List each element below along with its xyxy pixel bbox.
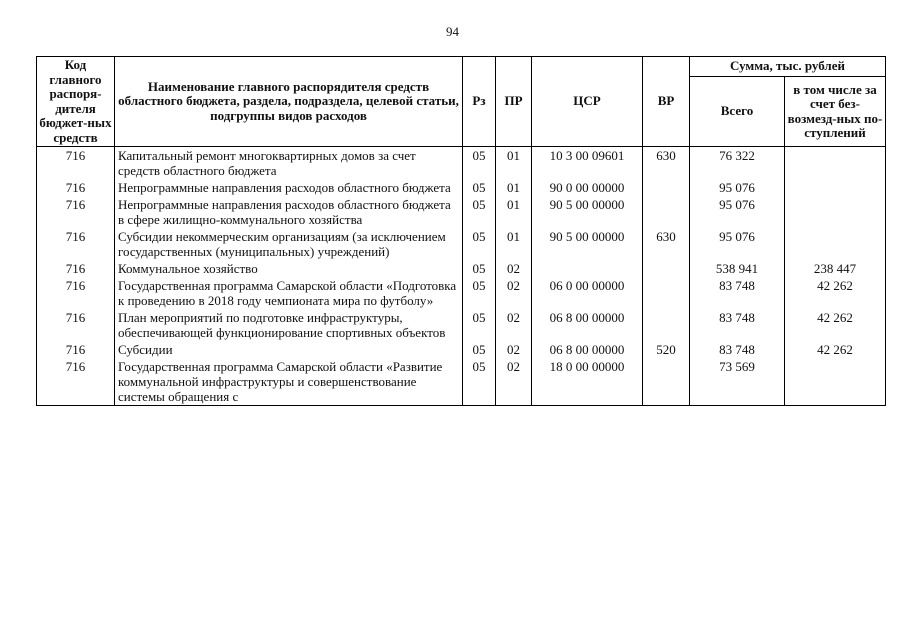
- header-code: Код главного распоря-дителя бюджет-ных средств: [37, 57, 115, 147]
- cell-incl: [785, 196, 886, 228]
- cell-rz: 05: [463, 277, 496, 309]
- cell-name: План мероприятий по подготовке инфраструктуры, обеспечивающей функционирование спортивных объектов: [115, 309, 463, 341]
- cell-name: Государственная программа Самарской области «Развитие коммунальной инфраструктуры и совершенствование системы обращения с: [115, 358, 463, 406]
- cell-rz: 05: [463, 179, 496, 196]
- cell-incl: 42 262: [785, 277, 886, 309]
- cell-pr: 01: [496, 179, 532, 196]
- cell-code: 716: [37, 147, 115, 180]
- cell-vr: [643, 277, 690, 309]
- table-row: [37, 228, 886, 260]
- cell-code: 716: [37, 358, 115, 406]
- cell-vr: 520: [643, 341, 690, 358]
- cell-csr: 90 0 00 00000: [532, 179, 643, 196]
- cell-pr: 01: [496, 228, 532, 260]
- cell-csr: 10 3 00 09601: [532, 147, 643, 180]
- cell-csr: 18 0 00 00000: [532, 358, 643, 406]
- cell-total: 76 322: [690, 147, 785, 180]
- cell-total: 83 748: [690, 309, 785, 341]
- table-row: [37, 147, 886, 180]
- cell-pr: 02: [496, 309, 532, 341]
- cell-rz: 05: [463, 260, 496, 277]
- cell-pr: 01: [496, 147, 532, 180]
- table-row: [37, 341, 886, 358]
- table-row: [37, 260, 886, 277]
- cell-rz: 05: [463, 309, 496, 341]
- cell-incl: 42 262: [785, 309, 886, 341]
- cell-name: Непрограммные направления расходов областного бюджета в сфере жилищно-коммунального хозяйства: [115, 196, 463, 228]
- table-row: [37, 196, 886, 228]
- cell-code: 716: [37, 196, 115, 228]
- cell-name: Субсидии: [115, 341, 463, 358]
- table-row: [37, 358, 886, 406]
- cell-pr: 02: [496, 277, 532, 309]
- cell-rz: 05: [463, 196, 496, 228]
- table-row: [37, 277, 886, 309]
- header-pr: ПР: [496, 57, 532, 147]
- cell-total: 95 076: [690, 179, 785, 196]
- table-body: [37, 147, 886, 406]
- table-row: [37, 309, 886, 341]
- header-row-top: [37, 57, 886, 77]
- cell-incl: [785, 228, 886, 260]
- cell-code: 716: [37, 179, 115, 196]
- header-sum-group: Сумма, тыс. рублей: [690, 57, 886, 77]
- header-incl: в том числе за счет без-возмезд-ных по-ступлений: [785, 77, 886, 147]
- cell-vr: 630: [643, 228, 690, 260]
- cell-rz: 05: [463, 228, 496, 260]
- cell-rz: 05: [463, 341, 496, 358]
- cell-vr: 630: [643, 147, 690, 180]
- page-number: 94: [446, 24, 459, 39]
- cell-name: Государственная программа Самарской области «Подготовка к проведению в 2018 году чемпионата мира по футболу»: [115, 277, 463, 309]
- cell-csr: 90 5 00 00000: [532, 196, 643, 228]
- cell-total: 538 941: [690, 260, 785, 277]
- cell-incl: [785, 179, 886, 196]
- cell-pr: 02: [496, 260, 532, 277]
- cell-code: 716: [37, 309, 115, 341]
- cell-rz: 05: [463, 147, 496, 180]
- cell-pr: 02: [496, 341, 532, 358]
- cell-total: 83 748: [690, 341, 785, 358]
- cell-rz: 05: [463, 358, 496, 406]
- cell-vr: [643, 309, 690, 341]
- cell-name: Субсидии некоммерческим организациям (за исключением государственных (муниципальных) учреждений): [115, 228, 463, 260]
- cell-csr: 06 0 00 00000: [532, 277, 643, 309]
- header-csr: ЦСР: [532, 57, 643, 147]
- budget-table: [36, 56, 886, 406]
- header-rz: Рз: [463, 57, 496, 147]
- header-name: Наименование главного распорядителя средств областного бюджета, раздела, подраздела, целевой статьи, подгруппы видов расходов: [115, 57, 463, 147]
- cell-name: Непрограммные направления расходов областного бюджета: [115, 179, 463, 196]
- cell-incl: 238 447: [785, 260, 886, 277]
- cell-incl: [785, 147, 886, 180]
- cell-csr: [532, 260, 643, 277]
- cell-code: 716: [37, 341, 115, 358]
- cell-total: 95 076: [690, 228, 785, 260]
- cell-csr: 90 5 00 00000: [532, 228, 643, 260]
- cell-vr: [643, 179, 690, 196]
- cell-total: 83 748: [690, 277, 785, 309]
- table-row: [37, 179, 886, 196]
- cell-vr: [643, 260, 690, 277]
- cell-code: 716: [37, 277, 115, 309]
- cell-incl: [785, 358, 886, 406]
- header-total: Всего: [690, 77, 785, 147]
- cell-csr: 06 8 00 00000: [532, 309, 643, 341]
- cell-vr: [643, 196, 690, 228]
- cell-vr: [643, 358, 690, 406]
- cell-incl: 42 262: [785, 341, 886, 358]
- cell-code: 716: [37, 228, 115, 260]
- cell-total: 95 076: [690, 196, 785, 228]
- header-vr: ВР: [643, 57, 690, 147]
- cell-name: Капитальный ремонт многоквартирных домов за счет средств областного бюджета: [115, 147, 463, 180]
- cell-pr: 02: [496, 358, 532, 406]
- cell-code: 716: [37, 260, 115, 277]
- cell-name: Коммунальное хозяйство: [115, 260, 463, 277]
- cell-pr: 01: [496, 196, 532, 228]
- cell-csr: 06 8 00 00000: [532, 341, 643, 358]
- cell-total: 73 569: [690, 358, 785, 406]
